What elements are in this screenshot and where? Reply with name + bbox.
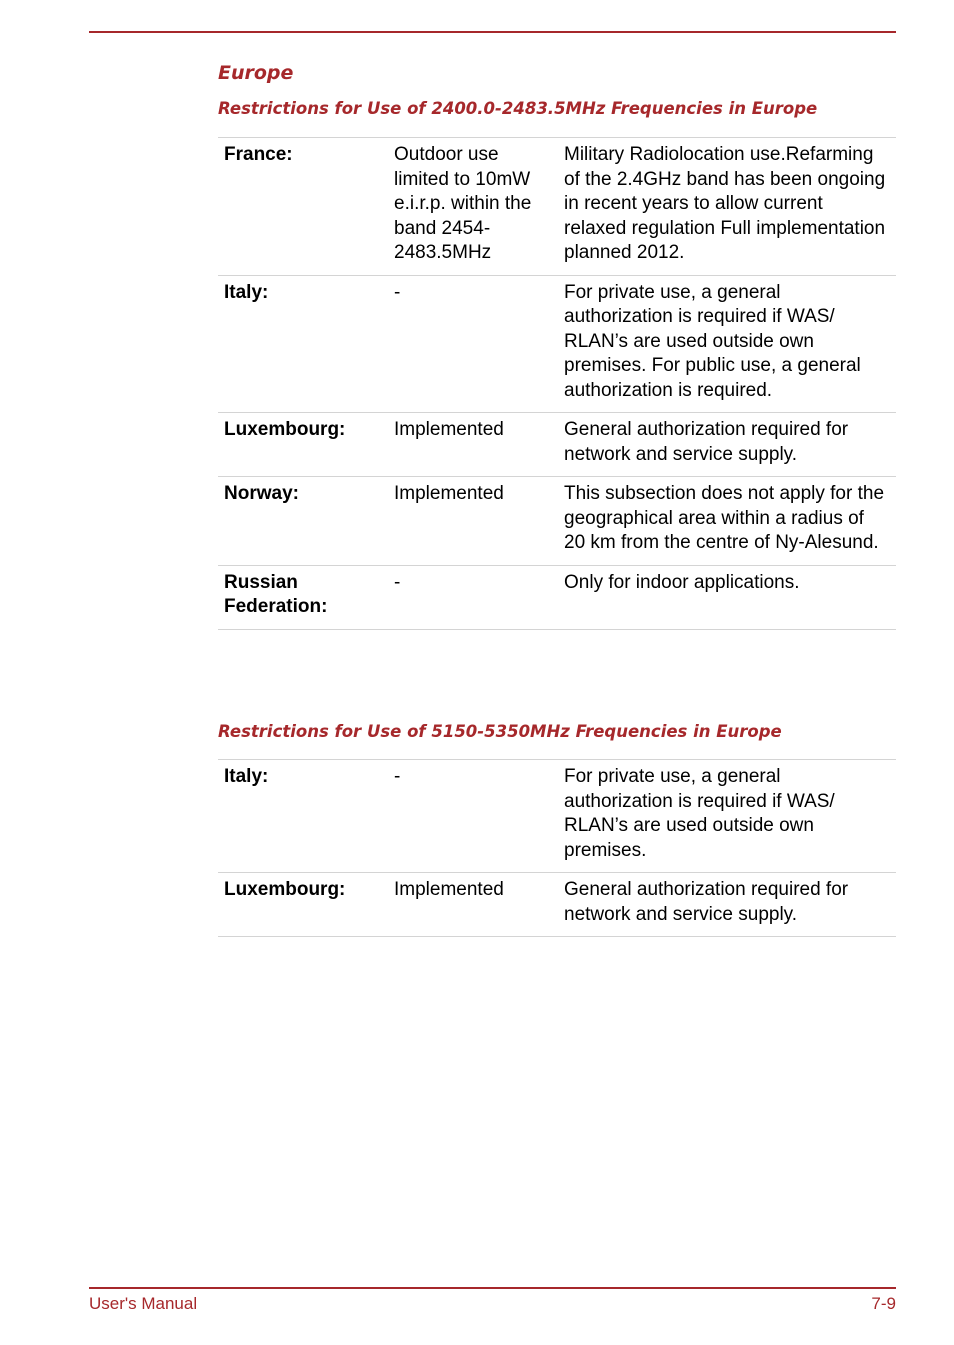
note-cell: General authorization required for network and service supply.: [558, 873, 896, 937]
status-cell: -: [388, 275, 558, 413]
table-row: [218, 477, 896, 566]
status-cell: Implemented: [388, 873, 558, 937]
table-row: [218, 873, 896, 937]
country-cell: Luxembourg:: [218, 873, 388, 937]
table-row: [218, 565, 896, 629]
footer-manual-title: User's Manual: [89, 1294, 198, 1313]
country-cell: Luxembourg:: [218, 413, 388, 477]
status-cell: Implemented: [388, 413, 558, 477]
country-cell: Russian Federation:: [218, 565, 388, 629]
note-cell: This subsection does not apply for the geographical area within a radius of 20 km from the centre of Ny-Alesund.: [558, 477, 896, 566]
frequency-restrictions-table-2400: [218, 137, 896, 630]
country-cell: Italy:: [218, 275, 388, 413]
page-number: 7-9: [871, 1294, 896, 1313]
frequency-restrictions-table-5150: [218, 759, 896, 937]
note-cell: For private use, a general authorization is required if WAS/ RLAN’s are used outside own premises. For public use, a general authorization is required.: [558, 275, 896, 413]
table-row: [218, 413, 896, 477]
country-cell: Italy:: [218, 760, 388, 873]
table-row: [218, 138, 896, 276]
status-cell: -: [388, 565, 558, 629]
status-cell: -: [388, 760, 558, 873]
note-cell: For private use, a general authorization is required if WAS/ RLAN’s are used outside own premises.: [558, 760, 896, 873]
header-rule: [89, 31, 896, 33]
table1-title: Restrictions for Use of 2400.0-2483.5MHz Frequencies in Europe: [218, 99, 818, 118]
table2-title: Restrictions for Use of 5150-5350MHz Frequencies in Europe: [218, 722, 782, 741]
country-cell: Norway:: [218, 477, 388, 566]
note-cell: Only for indoor applications.: [558, 565, 896, 629]
table-row: [218, 760, 896, 873]
table-row: [218, 275, 896, 413]
status-cell: Implemented: [388, 477, 558, 566]
footer-rule: [89, 1287, 896, 1289]
country-cell: France:: [218, 138, 388, 276]
note-cell: Military Radiolocation use.Refarming of the 2.4GHz band has been ongoing in recent years to allow current relaxed regulation Full implementation planned 2012.: [558, 138, 896, 276]
section-title: Europe: [218, 62, 294, 84]
note-cell: General authorization required for network and service supply.: [558, 413, 896, 477]
status-cell: Outdoor use limited to 10mW e.i.r.p. within the band 2454-2483.5MHz: [388, 138, 558, 276]
